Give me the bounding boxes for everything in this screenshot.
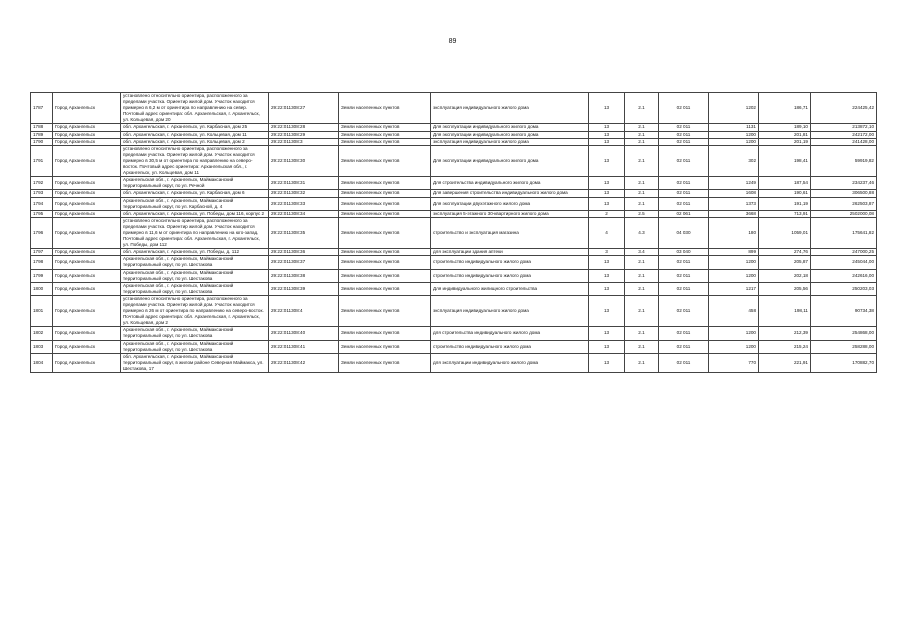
use-code-cell: 13 xyxy=(589,282,625,295)
row-number: 1803 xyxy=(31,340,53,353)
cadastral-value-cell: 241428,00 xyxy=(811,138,877,145)
land-category-cell: Земли населенных пунктов xyxy=(339,282,431,295)
land-category-cell: Земли населенных пунктов xyxy=(339,217,431,248)
land-category-cell: Земли населенных пунктов xyxy=(339,138,431,145)
use-code-cell: 13 xyxy=(589,145,625,176)
cadastral-number-cell: 29:22:011308:30 xyxy=(269,145,339,176)
row-number: 1795 xyxy=(31,210,53,217)
cadastral-value-cell: 242616,00 xyxy=(811,269,877,282)
cadastral-value-cell: 234237,46 xyxy=(811,177,877,190)
address-cell: Архангельская обл., г. Архангельск, Маймаксанский территориальный округ, по ул. Шестакова xyxy=(121,269,269,282)
city-cell: Город Архангельск xyxy=(53,124,121,131)
cadastral-number-cell: 29:22:011308:31 xyxy=(269,177,339,190)
land-category-cell: Земли населенных пунктов xyxy=(339,340,431,353)
address-cell: Архангельская обл., г. Архангельск, Маймаксанский территориальный округ, по ул. Карбасной, д. 4 xyxy=(121,197,269,210)
permitted-use-cell: для строительства индивидуального жилого дома xyxy=(431,327,589,340)
city-cell: Город Архангельск xyxy=(53,138,121,145)
address-cell: установлено относительно ориентира, расположенного за пределами участка. Ориентир жилой дом. Участок находится примерно в 26 м от ориентира по направлению на северо-восток. Почтовый адрес ориентира: обл. Архангельская, г. Архангельск, ул. Кольцевая, дом 2 xyxy=(121,295,269,326)
address-cell: обл. Архангельская, г. Архангельск, ул. Победы, д. 112 xyxy=(121,249,269,256)
specific-value-cell: 205,87 xyxy=(759,256,811,269)
row-number: 1797 xyxy=(31,249,53,256)
land-category-cell: Земли населенных пунктов xyxy=(339,145,431,176)
table-row xyxy=(31,177,877,190)
group-code-cell: 02 011 xyxy=(659,177,709,190)
zone-cell: 2.1 xyxy=(625,93,659,124)
use-code-cell: 13 xyxy=(589,256,625,269)
address-cell: Архангельская обл., г. Архангельск, Маймаксанский территориальный округ, по ул. Шестакова xyxy=(121,282,269,295)
use-code-cell: 13 xyxy=(589,327,625,340)
specific-value-cell: 212,39 xyxy=(759,327,811,340)
table-row xyxy=(31,145,877,176)
cadastral-number-cell: 29:22:011308:3 xyxy=(269,138,339,145)
group-code-cell: 02 011 xyxy=(659,145,709,176)
cadastral-value-cell: 245044,00 xyxy=(811,256,877,269)
specific-value-cell: 186,71 xyxy=(759,93,811,124)
area-cell: 1608 xyxy=(709,190,759,197)
permitted-use-cell: эксплуатация индивидуального жилого дома xyxy=(431,93,589,124)
table-row xyxy=(31,131,877,138)
city-cell: Город Архангельск xyxy=(53,340,121,353)
zone-cell: 2.1 xyxy=(625,340,659,353)
row-number: 1798 xyxy=(31,256,53,269)
permitted-use-cell: Для эксплуатации двухэтажного жилого дома xyxy=(431,197,589,210)
cadastral-value-cell: 254868,00 xyxy=(811,327,877,340)
permitted-use-cell: Для эксплуатации индивидуального жилого дома xyxy=(431,124,589,131)
cadastral-value-cell: 250203,03 xyxy=(811,282,877,295)
row-number: 1796 xyxy=(31,217,53,248)
use-code-cell: 13 xyxy=(589,269,625,282)
address-cell: установлено относительно ориентира, расположенного за пределами участка. Ориентир жилой дом. Участок находится примерно в 6,2 м от ориентира по направлению на север. Почтовый адрес ориентира: обл. Архангельская, г. Архангельск, ул. Кольцевая, дом 20 xyxy=(121,93,269,124)
area-cell: 1200 xyxy=(709,327,759,340)
land-category-cell: Земли населенных пунктов xyxy=(339,249,431,256)
permitted-use-cell: строительство индивидуального жилого дома xyxy=(431,340,589,353)
table-row xyxy=(31,197,877,210)
city-cell: Город Архангельск xyxy=(53,249,121,256)
specific-value-cell: 191,19 xyxy=(759,197,811,210)
area-cell: 1200 xyxy=(709,269,759,282)
use-code-cell: 13 xyxy=(589,131,625,138)
permitted-use-cell: Для эксплуатации индивидуального жилого дома xyxy=(431,145,589,176)
area-cell: 1373 xyxy=(709,197,759,210)
use-code-cell: 2 xyxy=(589,210,625,217)
land-category-cell: Земли населенных пунктов xyxy=(339,197,431,210)
group-code-cell: 02 011 xyxy=(659,190,709,197)
cadastral-number-cell: 29:22:011308:41 xyxy=(269,340,339,353)
area-cell: 1200 xyxy=(709,131,759,138)
land-category-cell: Земли населенных пунктов xyxy=(339,327,431,340)
land-category-cell: Земли населенных пунктов xyxy=(339,177,431,190)
area-cell: 180 xyxy=(709,217,759,248)
address-cell: Архангельская обл., г. Архангельск, Маймаксанский территориальный округ, по ул. Шестакова xyxy=(121,340,269,353)
land-category-cell: Земли населенных пунктов xyxy=(339,190,431,197)
cadastral-number-cell: 29:22:011308:37 xyxy=(269,256,339,269)
use-code-cell: 13 xyxy=(589,197,625,210)
zone-cell: 3.4 xyxy=(625,249,659,256)
permitted-use-cell: Для эксплуатации индивидуального жилого дома xyxy=(431,131,589,138)
permitted-use-cell: эксплуатация индивидуального жилого дома xyxy=(431,295,589,326)
table-row xyxy=(31,340,877,353)
area-cell: 1249 xyxy=(709,177,759,190)
group-code-cell: 02 011 xyxy=(659,269,709,282)
land-category-cell: Земли населенных пунктов xyxy=(339,353,431,372)
table-row xyxy=(31,327,877,340)
city-cell: Город Архангельск xyxy=(53,210,121,217)
specific-value-cell: 187,54 xyxy=(759,177,811,190)
specific-value-cell: 190,61 xyxy=(759,190,811,197)
row-number: 1794 xyxy=(31,197,53,210)
use-code-cell: 13 xyxy=(589,340,625,353)
group-code-cell: 02 011 xyxy=(659,256,709,269)
zone-cell: 2.1 xyxy=(625,177,659,190)
row-number: 1789 xyxy=(31,131,53,138)
zone-cell: 2.1 xyxy=(625,190,659,197)
address-cell: обл. Архангельская, г. Архангельск, ул. Кольцевая, дом 11 xyxy=(121,131,269,138)
row-number: 1788 xyxy=(31,124,53,131)
cadastral-number-cell: 29:22:011308:34 xyxy=(269,210,339,217)
area-cell: 458 xyxy=(709,295,759,326)
permitted-use-cell: Для строительства индивидуального жилого дома xyxy=(431,177,589,190)
table-row xyxy=(31,282,877,295)
zone-cell: 2.1 xyxy=(625,138,659,145)
zone-cell: 2.1 xyxy=(625,269,659,282)
cadastral-number-cell: 29:22:011308:28 xyxy=(269,124,339,131)
use-code-cell: 13 xyxy=(589,124,625,131)
group-code-cell: 02 011 xyxy=(659,295,709,326)
land-category-cell: Земли населенных пунктов xyxy=(339,124,431,131)
table-row xyxy=(31,256,877,269)
cadastral-value-cell: 258288,00 xyxy=(811,340,877,353)
area-cell: 1217 xyxy=(709,282,759,295)
table-row xyxy=(31,249,877,256)
land-category-cell: Земли населенных пунктов xyxy=(339,269,431,282)
cadastral-number-cell: 29:22:011308:39 xyxy=(269,282,339,295)
specific-value-cell: 198,41 xyxy=(759,145,811,176)
city-cell: Город Архангельск xyxy=(53,353,121,372)
land-category-cell: Земли населенных пунктов xyxy=(339,131,431,138)
table-row xyxy=(31,138,877,145)
zone-cell: 2.1 xyxy=(625,295,659,326)
city-cell: Город Архангельск xyxy=(53,190,121,197)
specific-value-cell: 1059,01 xyxy=(759,217,811,248)
zone-cell: 2.1 xyxy=(625,327,659,340)
table-row xyxy=(31,190,877,197)
address-cell: обл. Архангельская, г. Архангельск, Маймаксанский территориальный округ, в жилом районе Северная Маймакса, ул. Шестакова, 17 xyxy=(121,353,269,372)
cadastral-value-cell: 247000,25 xyxy=(811,249,877,256)
table-row xyxy=(31,210,877,217)
city-cell: Город Архангельск xyxy=(53,197,121,210)
area-cell: 1200 xyxy=(709,256,759,269)
page-number: 89 xyxy=(448,38,457,45)
cadastral-number-cell: 29:22:011308:4 xyxy=(269,295,339,326)
table-row xyxy=(31,269,877,282)
area-cell: 1200 xyxy=(709,138,759,145)
area-cell: 302 xyxy=(709,145,759,176)
group-code-cell: 02 011 xyxy=(659,282,709,295)
use-code-cell: 13 xyxy=(589,93,625,124)
permitted-use-cell: эксплуатация 5-этажного 30-квартирного жилого дома xyxy=(431,210,589,217)
city-cell: Город Архангельск xyxy=(53,256,121,269)
cadastral-number-cell: 29:22:011308:33 xyxy=(269,197,339,210)
specific-value-cell: 202,18 xyxy=(759,269,811,282)
land-category-cell: Земли населенных пунктов xyxy=(339,256,431,269)
row-number: 1804 xyxy=(31,353,53,372)
table-row xyxy=(31,295,877,326)
specific-value-cell: 205,56 xyxy=(759,282,811,295)
area-cell: 1202 xyxy=(709,93,759,124)
cadastral-value-cell: 262503,87 xyxy=(811,197,877,210)
cadastral-number-cell: 29:22:011308:40 xyxy=(269,327,339,340)
city-cell: Город Архангельск xyxy=(53,269,121,282)
specific-value-cell: 221,91 xyxy=(759,353,811,372)
specific-value-cell: 201,19 xyxy=(759,138,811,145)
area-cell: 1131 xyxy=(709,124,759,131)
cadastral-number-cell: 29:22:011308:35 xyxy=(269,217,339,248)
group-code-cell: 02 011 xyxy=(659,340,709,353)
specific-value-cell: 215,24 xyxy=(759,340,811,353)
city-cell: Город Архангельск xyxy=(53,282,121,295)
cadastral-value-cell: 90734,38 xyxy=(811,295,877,326)
use-code-cell: 13 xyxy=(589,295,625,326)
zone-cell: 2.5 xyxy=(625,210,659,217)
group-code-cell: 02 011 xyxy=(659,93,709,124)
use-code-cell: 13 xyxy=(589,177,625,190)
cadastral-number-cell: 29:22:011308:27 xyxy=(269,93,339,124)
zone-cell: 4.3 xyxy=(625,217,659,248)
address-cell: обл. Архангельская, г. Архангельск, ул. Карбасная, дом 25 xyxy=(121,124,269,131)
land-category-cell: Земли населенных пунктов xyxy=(339,93,431,124)
group-code-cell: 03 040 xyxy=(659,249,709,256)
row-number: 1791 xyxy=(31,145,53,176)
specific-value-cell: 713,91 xyxy=(759,210,811,217)
land-category-cell: Земли населенных пунктов xyxy=(339,210,431,217)
row-number: 1793 xyxy=(31,190,53,197)
group-code-cell: 02 061 xyxy=(659,210,709,217)
use-code-cell: 3 xyxy=(589,249,625,256)
cadastral-value-cell: 170882,70 xyxy=(811,353,877,372)
cadastral-number-cell: 29:22:011308:32 xyxy=(269,190,339,197)
zone-cell: 2.1 xyxy=(625,197,659,210)
cadastral-number-cell: 29:22:011308:38 xyxy=(269,269,339,282)
land-category-cell: Земли населенных пунктов xyxy=(339,295,431,326)
address-cell: Архангельская обл., г. Архангельск, Маймаксанский территориальный округ, по ул. Речной xyxy=(121,177,269,190)
cadastral-value-cell: 242172,00 xyxy=(811,131,877,138)
zone-cell: 2.1 xyxy=(625,256,659,269)
address-cell: установлено относительно ориентира, расположенного за пределами участка. Ориентир жилой дом. Участок находится примерно в 30,5 м от ориентира по направлению на северо-восток. Почтовый адрес ориентира: Архангельская обл., г. Архангельск, ул. Кольцевая, дом 11 xyxy=(121,145,269,176)
cadastral-value-cell: 224425,42 xyxy=(811,93,877,124)
city-cell: Город Архангельск xyxy=(53,145,121,176)
permitted-use-cell: для эксплуатации здания аптеки xyxy=(431,249,589,256)
table-row xyxy=(31,217,877,248)
row-number: 1802 xyxy=(31,327,53,340)
zone-cell: 2.1 xyxy=(625,131,659,138)
use-code-cell: 4 xyxy=(589,217,625,248)
permitted-use-cell: Для индивидуального жилищного строительства xyxy=(431,282,589,295)
city-cell: Город Архангельск xyxy=(53,131,121,138)
city-cell: Город Архангельск xyxy=(53,177,121,190)
city-cell: Город Архангельск xyxy=(53,327,121,340)
cadastral-value-cell: 175641,82 xyxy=(811,217,877,248)
row-number: 1792 xyxy=(31,177,53,190)
zone-cell: 2.1 xyxy=(625,124,659,131)
area-cell: 770 xyxy=(709,353,759,372)
permitted-use-cell: для эксплуатации индивидуального жилого дома xyxy=(431,353,589,372)
zone-cell: 2.1 xyxy=(625,353,659,372)
group-code-cell: 02 011 xyxy=(659,197,709,210)
cadastral-number-cell: 29:22:011308:29 xyxy=(269,131,339,138)
specific-value-cell: 274,76 xyxy=(759,249,811,256)
row-number: 1799 xyxy=(31,269,53,282)
land-registry-table xyxy=(30,92,877,373)
address-cell: Архангельская обл., г. Архангельск, Маймаксанский территориальный округ, по ул. Шестакова xyxy=(121,327,269,340)
table-row xyxy=(31,353,877,372)
area-cell: 899 xyxy=(709,249,759,256)
address-cell: обл. Архангельская, г. Архангельск, ул. Победы, дом 116, корпус 2 xyxy=(121,210,269,217)
group-code-cell: 02 011 xyxy=(659,138,709,145)
city-cell: Город Архангельск xyxy=(53,217,121,248)
group-code-cell: 02 011 xyxy=(659,327,709,340)
cadastral-number-cell: 29:22:011308:36 xyxy=(269,249,339,256)
group-code-cell: 02 011 xyxy=(659,124,709,131)
table-row xyxy=(31,124,877,131)
area-cell: 1200 xyxy=(709,340,759,353)
use-code-cell: 13 xyxy=(589,138,625,145)
row-number: 1790 xyxy=(31,138,53,145)
city-cell: Город Архангельск xyxy=(53,93,121,124)
group-code-cell: 02 011 xyxy=(659,131,709,138)
permitted-use-cell: эксплуатация индивидуального жилого дома xyxy=(431,138,589,145)
permitted-use-cell: Для завершения строительства индивидуального жилого дома xyxy=(431,190,589,197)
specific-value-cell: 201,81 xyxy=(759,131,811,138)
address-cell: установлено относительно ориентира, расположенного за пределами участка. Ориентир жилой дом. Участок находится примерно в 11,6 м от ориентира по направлению на юго-запад. Почтовый адрес ориентира: обл. Архангельская, г. Архангельск, ул. Победы, дом 112 xyxy=(121,217,269,248)
address-cell: Архангельская обл., г. Архангельск, Маймаксанский территориальный округ, по ул. Шестакова xyxy=(121,256,269,269)
cadastral-value-cell: 2502000,08 xyxy=(811,210,877,217)
cadastral-number-cell: 29:22:011308:42 xyxy=(269,353,339,372)
address-cell: обл. Архангельская, г. Архангельск, ул. Карбасная, дом 6 xyxy=(121,190,269,197)
permitted-use-cell: строительство индивидуального жилого дома xyxy=(431,256,589,269)
address-cell: обл. Архангельская, г. Архангельск, ул. Кольцевая, дом 2 xyxy=(121,138,269,145)
table-row xyxy=(31,93,877,124)
group-code-cell: 04 030 xyxy=(659,217,709,248)
zone-cell: 2.1 xyxy=(625,282,659,295)
row-number: 1801 xyxy=(31,295,53,326)
specific-value-cell: 189,10 xyxy=(759,124,811,131)
city-cell: Город Архангельск xyxy=(53,295,121,326)
row-number: 1800 xyxy=(31,282,53,295)
permitted-use-cell: строительство и эксплуатация магазина xyxy=(431,217,589,248)
permitted-use-cell: строительство индивидуального жилого дома xyxy=(431,269,589,282)
specific-value-cell: 198,11 xyxy=(759,295,811,326)
row-number: 1787 xyxy=(31,93,53,124)
use-code-cell: 13 xyxy=(589,353,625,372)
cadastral-value-cell: 213872,10 xyxy=(811,124,877,131)
zone-cell: 2.1 xyxy=(625,145,659,176)
area-cell: 3668 xyxy=(709,210,759,217)
use-code-cell: 13 xyxy=(589,190,625,197)
cadastral-value-cell: 306500,88 xyxy=(811,190,877,197)
cadastral-value-cell: 59919,82 xyxy=(811,145,877,176)
group-code-cell: 02 011 xyxy=(659,353,709,372)
